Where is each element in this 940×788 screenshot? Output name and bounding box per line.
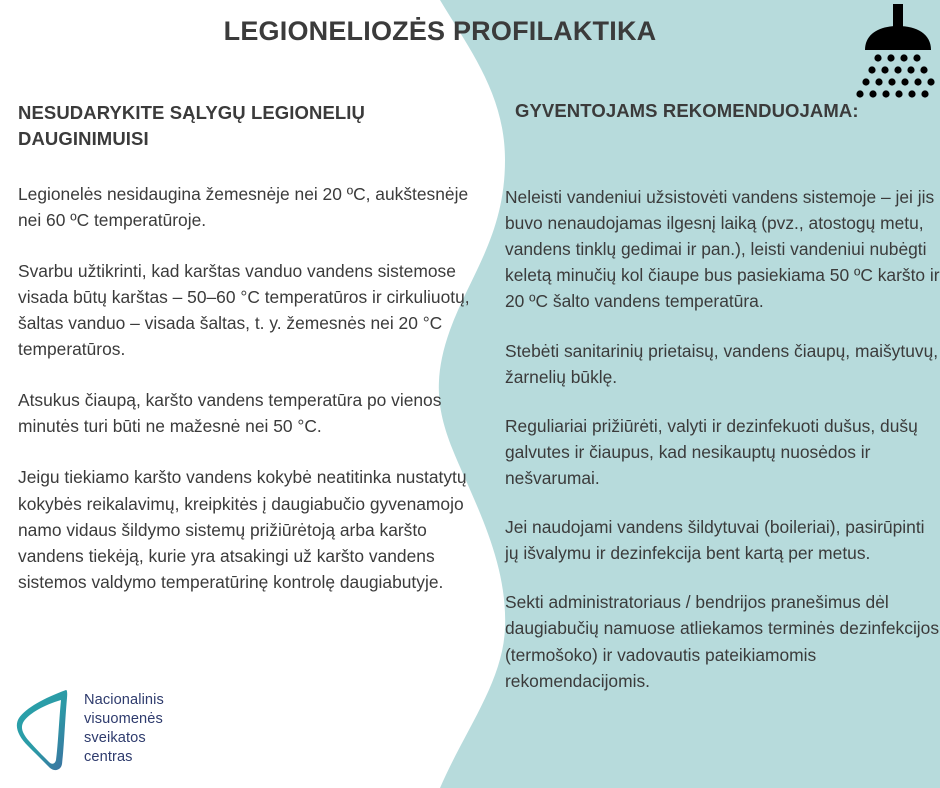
right-paragraph-4: Jei naudojami vandens šildytuvai (boileriai), pasirūpinti jų išvalymu ir dezinfekcija bent kartą per metus. xyxy=(505,517,925,564)
left-column xyxy=(18,100,470,595)
right-paragraph-2: Stebėti sanitarinių prietaisų, vandens čiaupų, maišytuvų, žarnelių būklę. xyxy=(505,340,939,387)
logo-text xyxy=(84,691,164,767)
right-paragraph-5: Sekti administratoriaus / bendrijos pranešimus dėl daugiabučių namuose atliekamos terminės dezinfekcijos (termošoko) ir vadovautis pateikiamomis rekomendacijomis. xyxy=(505,592,940,691)
logo-line-1: Nacionalinis xyxy=(84,692,164,709)
swirl-leaf-mark-icon xyxy=(14,686,74,772)
shower-icon xyxy=(855,2,940,100)
logo-line-2: visuomenės xyxy=(84,711,163,728)
organization-logo xyxy=(14,683,234,775)
page-title: LEGIONELIOZĖS PROFILAKTIKA xyxy=(223,16,657,46)
right-column xyxy=(505,100,940,694)
logo-line-4: centras xyxy=(84,748,133,765)
right-paragraph-3: Reguliariai prižiūrėti, valyti ir dezinfekuoti dušus, dušų galvutes ir čiaupus, kad nesikauptų nuosėdos ir nešvarumai. xyxy=(505,415,918,488)
left-paragraph-4: Jeigu tiekiamo karšto vandens kokybė neatitinka nustatytų kokybės reikalavimų, kreipkitės į daugiabučio gyvenamojo namo vidaus šildymo sistemų prižiūrėtoją arba karšto vandens tiekėją, kurie yra atsakingi už karšto vandens sistemos valdymo temperatūrinę kontrolę daugiabutyje. xyxy=(18,467,467,592)
left-paragraph-3: Atsukus čiaupą, karšto vandens temperatūra po vienos minutės turi būti ne mažesnė nei 50 °C. xyxy=(18,390,442,437)
left-column-heading: NESUDARYKITE SĄLYGŲ LEGIONELIŲ DAUGINIMUISI xyxy=(18,102,366,150)
left-paragraph-1: Legionelės nesidaugina žemesnėje nei 20 ºC, aukštesnėje nei 60 ºC temperatūroje. xyxy=(18,183,469,230)
right-column-heading: GYVENTOJAMS REKOMENDUOJAMA: xyxy=(515,100,859,121)
logo-line-3: sveikatos xyxy=(84,730,146,746)
left-paragraph-2: Svarbu užtikrinti, kad karštas vanduo vandens sistemose visada būtų karštas – 50–60 °C temperatūros ir cirkuliuotų, šaltas vanduo – visada šaltas, t. y. žemesnės nei 20 °C temperatūros. xyxy=(18,260,470,360)
right-paragraph-1: Neleisti vandeniui užsistovėti vandens sistemoje – jei jis buvo nenaudojamas ilgesnį laiką (pvz., atostogų metu, vandens tinklų gedimai ir pan.), leisti vandeniui nubėgti keletą minučių kol čiaupe bus pasiekiama 50 ºC karšto ir 20 ºC šalto vandens temperatūra. xyxy=(505,187,940,312)
